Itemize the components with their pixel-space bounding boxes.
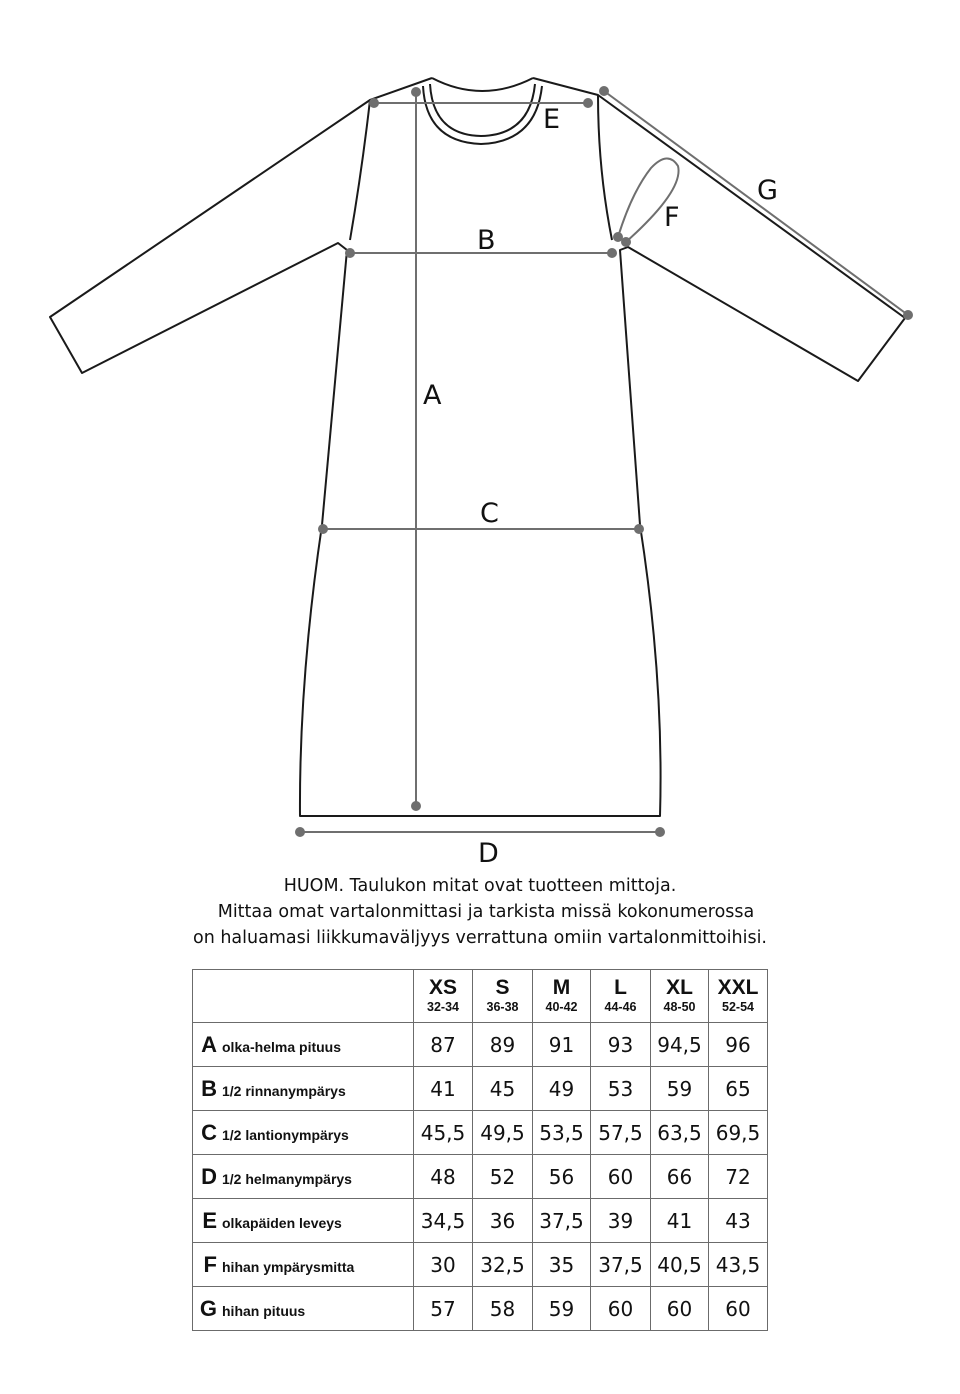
- row-letter: A: [201, 1031, 217, 1057]
- measure-g-dot-top: [600, 87, 608, 95]
- size-range: 32-34: [427, 1000, 459, 1014]
- row-header: [193, 1199, 414, 1243]
- row-label: 1/2 helmanympärys: [222, 1170, 352, 1187]
- size-range: 44-46: [604, 1000, 637, 1014]
- label-a: A: [423, 380, 442, 411]
- table-cell: 48: [414, 1155, 473, 1199]
- label-d: D: [478, 838, 499, 869]
- row-header: [193, 1067, 414, 1111]
- table-cell: 37,5: [591, 1243, 651, 1287]
- table-cell: 53,5: [533, 1111, 591, 1155]
- table-row-g: [193, 1287, 768, 1331]
- note-line-1: HUOM. Taulukon mitat ovat tuotteen mittoja.: [283, 876, 677, 896]
- table-row-e: [193, 1199, 768, 1243]
- size-name: XS: [428, 976, 457, 999]
- row-label: hihan ympärysmitta: [222, 1258, 355, 1275]
- measure-b-dot-left: [346, 249, 354, 257]
- table-cell: 59: [533, 1287, 591, 1331]
- row-letter: F: [203, 1251, 217, 1277]
- table-cell: 69,5: [709, 1111, 768, 1155]
- table-cell: 52: [473, 1155, 533, 1199]
- label-f: F: [664, 202, 680, 233]
- size-header-xs: [414, 970, 473, 1023]
- table-row-c: [193, 1111, 768, 1155]
- note-line-3: on haluamasi liikkumaväljyys verrattuna omiin vartalonmittoihisi.: [192, 928, 767, 948]
- size-range: 52-54: [722, 1000, 754, 1014]
- measure-g-line: [604, 91, 908, 315]
- measure-e-dot-right: [584, 99, 592, 107]
- table-cell: 35: [533, 1243, 591, 1287]
- row-letter: D: [201, 1163, 217, 1189]
- table-cell: 57,5: [591, 1111, 651, 1155]
- table-cell: 49,5: [473, 1111, 533, 1155]
- table-cell: 45,5: [414, 1111, 473, 1155]
- table-cell: 56: [533, 1155, 591, 1199]
- row-label: olka-helma pituus: [222, 1038, 342, 1055]
- table-cell: 39: [591, 1199, 651, 1243]
- table-cell: 63,5: [651, 1111, 709, 1155]
- size-name: L: [614, 976, 627, 999]
- size-header-row: [193, 970, 768, 1023]
- size-name: M: [552, 976, 571, 999]
- table-row-f: [193, 1243, 768, 1287]
- table-corner-cell: [193, 970, 414, 1023]
- size-range: 36-38: [486, 1000, 519, 1014]
- table-cell: 49: [533, 1067, 591, 1111]
- size-header-m: [533, 970, 591, 1023]
- table-cell: 60: [591, 1287, 651, 1331]
- row-header: [193, 1287, 414, 1331]
- table-cell: 43,5: [709, 1243, 768, 1287]
- table-cell: 91: [533, 1023, 591, 1067]
- row-letter: G: [199, 1295, 217, 1321]
- table-cell: 89: [473, 1023, 533, 1067]
- table-cell: 59: [651, 1067, 709, 1111]
- label-c: C: [480, 498, 499, 529]
- table-cell: 94,5: [651, 1023, 709, 1067]
- label-g: G: [757, 175, 778, 206]
- table-cell: 93: [591, 1023, 651, 1067]
- table-cell: 53: [591, 1067, 651, 1111]
- measure-d-dot-right: [656, 828, 664, 836]
- measure-f-dot-1: [614, 233, 622, 241]
- measurement-note: [0, 873, 960, 951]
- row-letter: E: [202, 1207, 217, 1233]
- table-cell: 87: [414, 1023, 473, 1067]
- size-name: XL: [666, 976, 693, 999]
- label-e: E: [543, 104, 561, 135]
- table-cell: 41: [414, 1067, 473, 1111]
- size-table: [192, 969, 768, 1331]
- measure-c-dot-left: [319, 525, 327, 533]
- size-header-l: [591, 970, 651, 1023]
- table-cell: 34,5: [414, 1199, 473, 1243]
- table-cell: 60: [651, 1287, 709, 1331]
- table-row-a: [193, 1023, 768, 1067]
- row-header: [193, 1023, 414, 1067]
- measure-e-dot-left: [370, 99, 378, 107]
- size-header-s: [473, 970, 533, 1023]
- measure-a-dot-top: [412, 88, 420, 96]
- measure-d-dot-left: [296, 828, 304, 836]
- table-cell: 37,5: [533, 1199, 591, 1243]
- note-line-2: Mittaa omat vartalonmittasi ja tarkista missä kokonumerossa: [217, 902, 755, 922]
- row-letter: C: [201, 1119, 217, 1145]
- table-cell: 66: [651, 1155, 709, 1199]
- table-cell: 43: [709, 1199, 768, 1243]
- table-cell: 45: [473, 1067, 533, 1111]
- measure-b-dot-right: [608, 249, 616, 257]
- measure-f-dot-2: [622, 238, 630, 246]
- table-row-d: [193, 1155, 768, 1199]
- size-range: 48-50: [663, 1000, 696, 1014]
- row-label: olkapäiden leveys: [222, 1214, 342, 1231]
- table-cell: 32,5: [473, 1243, 533, 1287]
- row-header: [193, 1155, 414, 1199]
- table-cell: 72: [709, 1155, 768, 1199]
- row-label: hihan pituus: [222, 1302, 306, 1319]
- table-cell: 57: [414, 1287, 473, 1331]
- size-range: 40-42: [545, 1000, 578, 1014]
- row-label: 1/2 lantionympärys: [222, 1126, 349, 1143]
- size-name: S: [495, 976, 510, 999]
- table-cell: 60: [591, 1155, 651, 1199]
- table-cell: 40,5: [651, 1243, 709, 1287]
- table-cell: 65: [709, 1067, 768, 1111]
- size-header-xxl: [709, 970, 768, 1023]
- row-header: [193, 1111, 414, 1155]
- table-cell: 41: [651, 1199, 709, 1243]
- table-cell: 58: [473, 1287, 533, 1331]
- table-cell: 36: [473, 1199, 533, 1243]
- table-cell: 60: [709, 1287, 768, 1331]
- measure-a-dot-bottom: [412, 802, 420, 810]
- size-name: XXL: [717, 976, 759, 999]
- row-header: [193, 1243, 414, 1287]
- measure-guides: [296, 87, 912, 836]
- table-cell: 96: [709, 1023, 768, 1067]
- table-cell: 30: [414, 1243, 473, 1287]
- table-row-b: [193, 1067, 768, 1111]
- measure-g-dot-bottom: [904, 311, 912, 319]
- measure-c-dot-right: [635, 525, 643, 533]
- row-letter: B: [201, 1075, 217, 1101]
- size-header-xl: [651, 970, 709, 1023]
- label-b: B: [477, 225, 496, 256]
- row-label: 1/2 rinnanympärys: [222, 1082, 346, 1099]
